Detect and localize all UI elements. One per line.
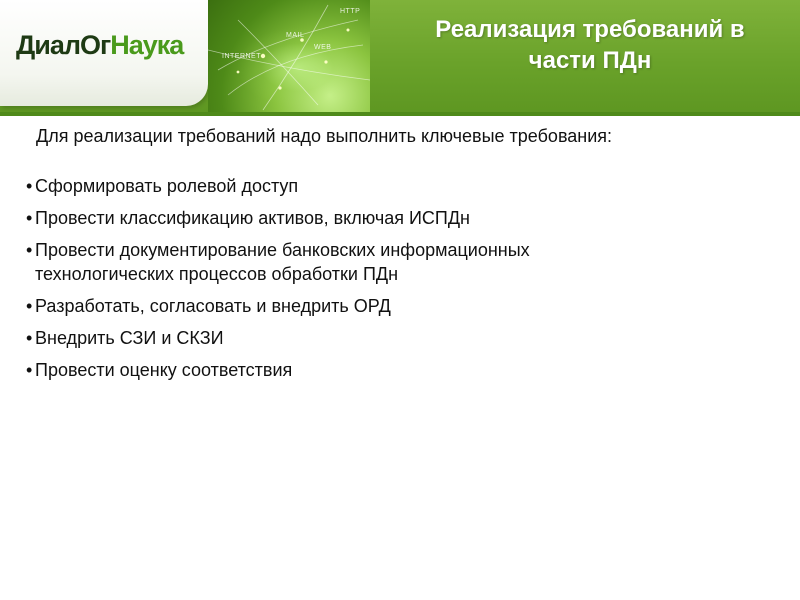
- header-banner: [0, 0, 800, 116]
- list-item-text: Провести оценку соответствия: [35, 360, 293, 380]
- intro-text: Для реализации требований надо выполнить ключевые требования:: [36, 126, 613, 146]
- globe-network-image: [208, 0, 370, 112]
- globe-label-web: WEB: [314, 44, 332, 51]
- slide-content: [26, 124, 780, 390]
- list-item: [26, 174, 780, 198]
- bullet-dot: •: [26, 240, 33, 260]
- list-item: [26, 206, 780, 230]
- list-item: [26, 238, 780, 286]
- list-item: [26, 358, 780, 382]
- bullet-dot: •: [26, 360, 33, 380]
- globe-label-http: HTTP: [340, 8, 361, 15]
- globe-label-mail: MAIL: [286, 32, 305, 39]
- list-item-text: Провести документирование банковских информационных: [35, 240, 530, 260]
- list-item: [26, 294, 780, 318]
- list-item-text: Провести классификацию активов, включая ИСПДн: [35, 208, 470, 228]
- logo-panel: [0, 0, 208, 106]
- requirements-list: [26, 174, 780, 382]
- list-item-text-continued: технологических процессов обработки ПДн: [35, 264, 399, 284]
- list-item-text: Разработать, согласовать и внедрить ОРД: [35, 296, 391, 316]
- title-line-1: Реализация требований в: [435, 16, 745, 43]
- header-divider: [0, 112, 800, 116]
- logo-part-dialog: ДиалОг: [16, 30, 111, 60]
- globe-label-internet: INTERNET: [222, 53, 261, 60]
- bullet-dot: •: [26, 176, 33, 196]
- title-line-2: части ПДн: [528, 47, 652, 74]
- list-item-text: Сформировать ролевой доступ: [35, 176, 299, 196]
- bullet-dot: •: [26, 296, 33, 316]
- logo-part-nauka: Наука: [110, 30, 184, 60]
- bullet-dot: •: [26, 328, 33, 348]
- list-item: [26, 326, 780, 350]
- company-logo: [16, 30, 183, 60]
- list-item-text: Внедрить СЗИ и СКЗИ: [35, 328, 224, 348]
- slide-title: [392, 14, 788, 76]
- bullet-dot: •: [26, 208, 33, 228]
